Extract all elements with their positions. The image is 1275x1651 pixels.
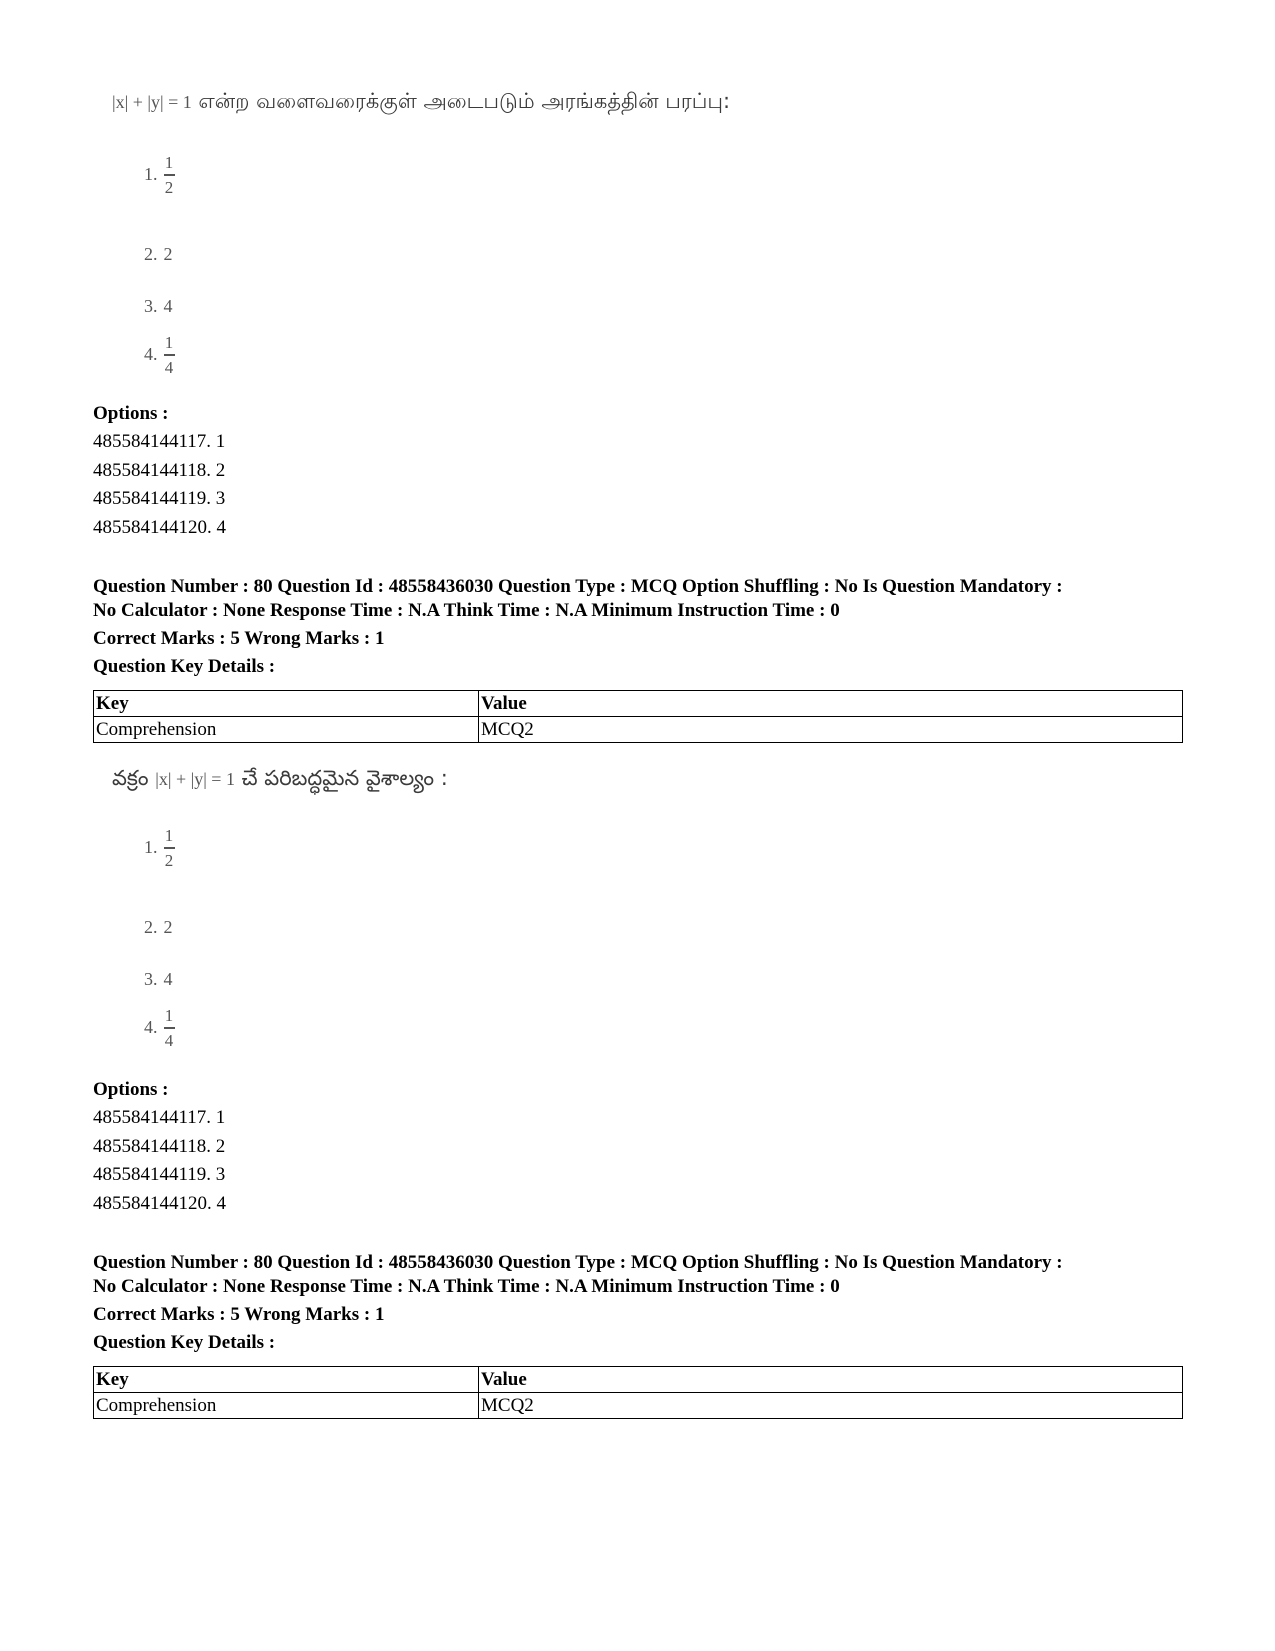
key-details-heading: Question Key Details : [93,1332,276,1353]
key-header: Key [94,1367,479,1393]
option-row: 485584144117. 1 [93,431,226,452]
table-row [94,717,1183,743]
option-1: 1. $\frac{1}{2}$ [144,826,174,870]
option-2: 2. 2 [144,244,173,264]
fraction: $\frac{1}{2}$ [164,153,174,197]
key-details-table-2 [93,1366,1183,1419]
key-cell: Comprehension [94,1393,479,1419]
question-stem [112,763,912,793]
option-row: 485584144119. 3 [93,1164,226,1185]
key-details-heading: Question Key Details : [93,656,276,677]
options-block-2 [93,1076,1183,1218]
fraction: $\frac{1}{4}$ [164,333,174,377]
marks-line: Correct Marks : 5 Wrong Marks : 1 [93,628,385,649]
key-cell: Comprehension [94,717,479,743]
fraction: $\frac{1}{4}$ [164,1006,174,1050]
table-header-row [94,1367,1183,1393]
question-image-telugu [112,763,912,1050]
question-meta-1 [93,575,1183,681]
question-stem [112,86,912,116]
options-block-1 [93,400,1183,542]
option-row: 485584144118. 2 [93,459,226,481]
meta-line-2: No Calculator : None Response Time : N.A Think Time : N.A Minimum Instruction Time : 0 [93,1276,840,1297]
value-cell: MCQ2 [479,1393,1183,1419]
table-row [94,1393,1183,1419]
key-header: Key [94,691,479,717]
options-label: Options : [93,1079,169,1100]
question-meta-2 [93,1251,1183,1357]
option-row: 485584144117. 1 [93,1107,226,1128]
question-math: |x| + |y| = 1 [112,92,192,112]
question-image-tamil [112,86,912,377]
option-row: 485584144120. 4 [93,1192,226,1214]
option-3: 3. 4 [144,969,173,989]
option-4: 4. $\frac{1}{4}$ [144,333,174,377]
marks-line: Correct Marks : 5 Wrong Marks : 1 [93,1304,385,1325]
value-header: Value [479,691,1183,717]
value-cell: MCQ2 [479,717,1183,743]
value-header: Value [479,1367,1183,1393]
option-1: 1. $\frac{1}{2}$ [144,153,174,197]
key-details-table-1 [93,690,1183,743]
question-text: చే పరిబద్ధమైన వైశాల్యం : [241,766,448,790]
option-row: 485584144119. 3 [93,488,226,509]
meta-line-1: Question Number : 80 Question Id : 48558436030 Question Type : MCQ Option Shuffling : No Is Question Mandatory : [93,576,1063,597]
option-4: 4. $\frac{1}{4}$ [144,1006,174,1050]
meta-line-1: Question Number : 80 Question Id : 48558436030 Question Type : MCQ Option Shuffling : No Is Question Mandatory : [93,1252,1063,1273]
options-label: Options : [93,403,169,424]
option-row: 485584144120. 4 [93,516,226,538]
option-2: 2. 2 [144,917,173,937]
fraction: $\frac{1}{2}$ [164,826,174,870]
option-row: 485584144118. 2 [93,1135,226,1157]
meta-line-2: No Calculator : None Response Time : N.A Think Time : N.A Minimum Instruction Time : 0 [93,600,840,621]
question-math: |x| + |y| = 1 [155,769,235,789]
question-prefix: వక్రం [112,766,149,790]
option-3: 3. 4 [144,296,173,316]
table-header-row [94,691,1183,717]
question-text: என்ற வளைவரைக்குள் அடைபடும் அரங்கத்தின் பரப்பு: [198,89,731,113]
